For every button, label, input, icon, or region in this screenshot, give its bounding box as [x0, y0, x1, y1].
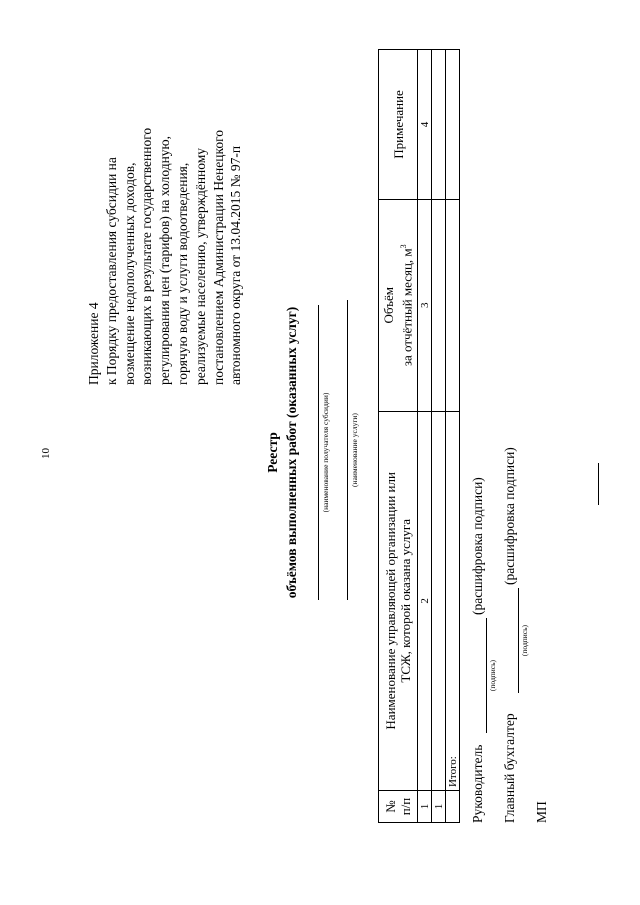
header-row: [379, 50, 418, 823]
column-number: 2: [418, 411, 432, 790]
header-volume: [379, 199, 418, 411]
accountant-sign-line: [518, 588, 519, 693]
head-sign-line: [486, 618, 487, 733]
column-number-row: [418, 50, 432, 823]
appendix-line: автономного округа от 13.04.2015 № 97-п: [228, 145, 244, 385]
header-org-line1: Наименование управляющей организации или: [383, 472, 398, 730]
header-volume-line2: [396, 203, 414, 408]
column-number: 1: [418, 791, 432, 823]
recipient-line: [318, 305, 319, 600]
appendix-line: возникающих в результате государственного: [139, 127, 155, 385]
header-num-line2: п/п: [398, 797, 413, 816]
head-sign-caption: (подпись): [488, 659, 497, 692]
header-note: Примечание: [379, 50, 418, 200]
appendix-line: горячую воду и услуги водоотведения,: [174, 162, 190, 385]
appendix-line: Приложение 4: [86, 302, 101, 385]
document-title: Реестр: [265, 432, 280, 473]
total-row: [446, 50, 460, 823]
row-num: 1: [432, 791, 446, 823]
page-number: 10: [40, 448, 52, 459]
table-row: [432, 50, 446, 823]
appendix-line: возмещение недополученных доходов,: [121, 162, 137, 385]
accountant-label: Главный бухгалтер: [502, 713, 517, 823]
header-org: [379, 411, 418, 790]
row-org: [432, 411, 446, 790]
service-caption: (наименование услуги): [350, 413, 359, 487]
register-table: [378, 49, 460, 823]
total-volume: [446, 199, 460, 411]
total-blank: [446, 791, 460, 823]
head-label: Руководитель: [470, 744, 485, 823]
recipient-caption: (наименование получателя субсидии): [321, 392, 330, 513]
head-decode: (расшифровка подписи): [470, 477, 485, 615]
accountant-sign-caption: (подпись): [520, 624, 529, 657]
appendix-line: постановлением Администрации Ненецкого: [210, 129, 226, 385]
header-num-line1: №: [383, 800, 398, 813]
appendix-block: [85, 5, 245, 385]
header-volume-line1: Объём: [381, 287, 397, 324]
appendix-line: регулирования цен (тарифов) на холодную,: [157, 135, 173, 385]
total-note: [446, 50, 460, 200]
column-number: 3: [418, 199, 432, 411]
stamp-label: МП: [534, 801, 549, 823]
accountant-decode: (расшифровка подписи): [502, 447, 517, 585]
header-volume-sup: 3: [399, 244, 409, 249]
header-org-line2: ТСЖ, которой оказана услуга: [398, 519, 413, 683]
footer-line: [598, 463, 599, 505]
appendix-line: к Порядку предоставления субсидии на: [103, 157, 119, 385]
row-volume: [432, 199, 446, 411]
row-note: [432, 50, 446, 200]
appendix-line: реализуемые населению, утверждённому: [192, 147, 208, 385]
column-number: 4: [418, 50, 432, 200]
document-subtitle: объёмов выполненных работ (оказанных услуг): [284, 306, 299, 599]
header-num: [379, 791, 418, 823]
header-volume-text: за отчётный месяц, м: [399, 248, 415, 367]
total-label: Итого:: [446, 411, 460, 790]
service-line: [347, 300, 348, 600]
